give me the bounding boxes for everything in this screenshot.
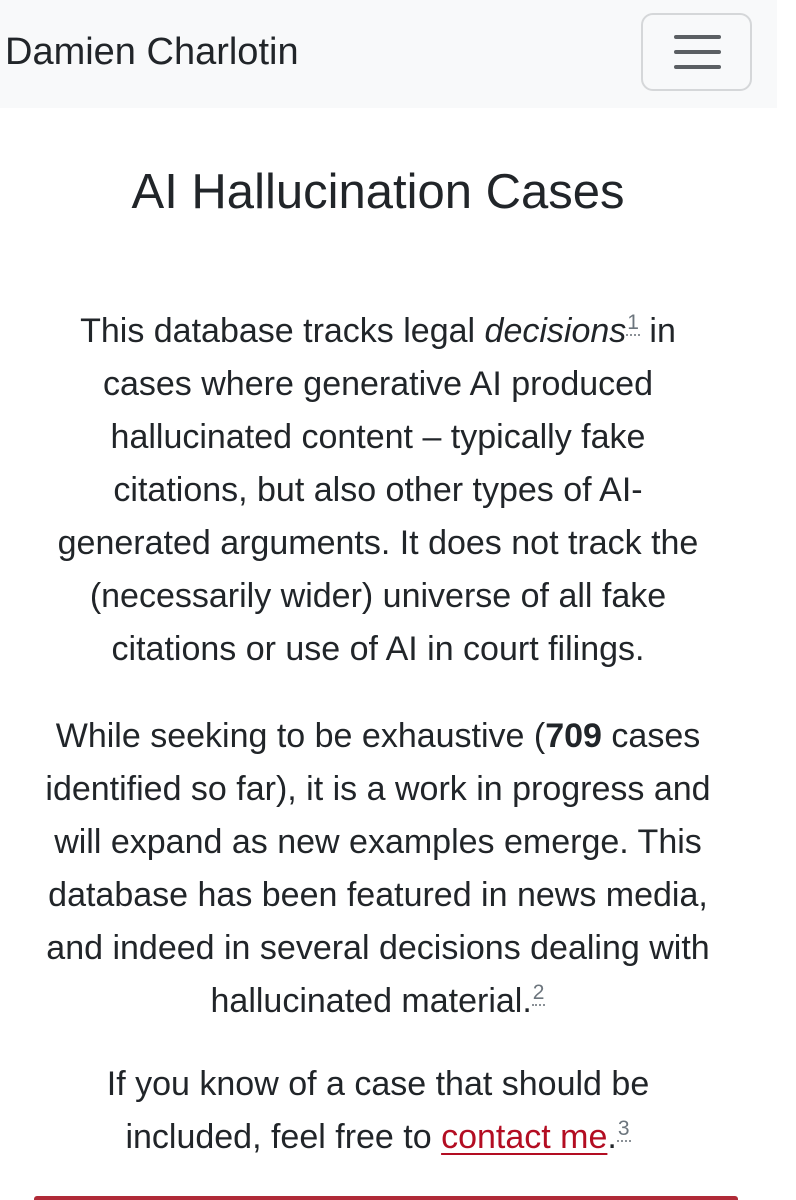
contact-paragraph	[16, 1058, 740, 1164]
footnote-2-link[interactable]: 2	[532, 981, 545, 1004]
coverage-line-1: While seeking to be exhaustive (709 cases	[55, 717, 701, 755]
coverage-line-2: identified so far), it is a work in progress and	[45, 770, 711, 808]
coverage-line-6: hallucinated material.$^2$	[210, 981, 545, 1020]
hamburger-menu-icon	[674, 35, 721, 39]
intro-line-6: (necessarily wider) universe of all fake	[89, 577, 667, 615]
footnote-1-link[interactable]: 1	[627, 311, 639, 334]
coverage-line-4: database has been featured in news media,	[48, 876, 708, 914]
intro-line-5: generated arguments. It does not track the	[57, 524, 699, 562]
contact-line-2: included, feel free to contact me.$^3$	[125, 1117, 630, 1156]
intro-line-2: cases where generative AI produced	[102, 365, 653, 403]
coverage-paragraph	[16, 710, 740, 1028]
hamburger-menu-icon-bar-3	[674, 65, 721, 69]
intro-line-4: citations, but also other types of AI-	[113, 471, 643, 509]
top-navbar	[0, 0, 777, 108]
case-count: 709	[545, 717, 602, 755]
coverage-line-5: and indeed in several decisions dealing with	[46, 929, 710, 967]
intro-line-1: This database tracks legal decisions$^1$ in	[80, 311, 676, 350]
intro-line-3: hallucinated content – typically fake	[110, 418, 646, 456]
contact-me-link[interactable]: contact me	[441, 1118, 608, 1156]
contact-line-1: If you know of a case that should be	[106, 1065, 650, 1103]
next-section-top-edge	[34, 1196, 738, 1200]
emphasis-decisions: decisions	[484, 312, 627, 350]
coverage-line-3: will expand as new examples emerge. This	[54, 823, 702, 861]
intro-paragraph	[16, 305, 740, 676]
site-brand-link[interactable]: Damien Charlotin	[5, 31, 299, 73]
page-title: AI Hallucination Cases	[131, 165, 625, 219]
navbar-menu-toggle-button[interactable]	[641, 13, 752, 91]
intro-line-7: citations or use of AI in court filings.	[111, 630, 645, 668]
hamburger-menu-icon-bar-2	[674, 50, 721, 54]
footnote-3-link[interactable]: 3	[617, 1117, 630, 1140]
